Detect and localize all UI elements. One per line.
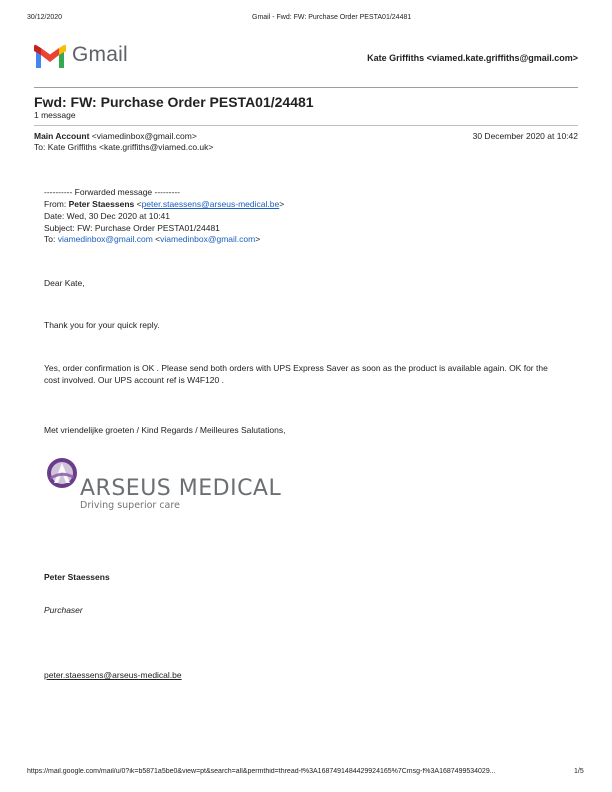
forward-separator: ---------- Forwarded message ---------: [44, 187, 180, 197]
account-user: Kate Griffiths <viamed.kate.griffiths@gmail.com>: [367, 53, 578, 63]
sender: [34, 131, 197, 141]
signature-name: Peter Staessens: [44, 572, 110, 582]
arseus-logo-tagline: Driving superior care: [80, 500, 180, 511]
page-number: 1/5: [574, 768, 584, 775]
signature-email-link[interactable]: peter.staessens@arseus-medical.be: [44, 670, 182, 680]
print-title: Gmail - Fwd: FW: Purchase Order PESTA01/24481: [252, 14, 412, 21]
footer-url: https://mail.google.com/mail/u/0?ik=b5871a5be0&view=pt&search=all&permthid=thread-f%3A1687491484429924165%7Cmsg-f%3A1687499534029...: [27, 768, 496, 775]
forward-from: From: Peter Staessens <peter.staessens@arseus-medical.be>: [44, 199, 285, 209]
email-date: 30 December 2020 at 10:42: [472, 131, 578, 141]
sender-email: <viamedinbox@gmail.com>: [91, 131, 197, 141]
arseus-logo-icon: [46, 457, 78, 489]
gmail-logo-icon[interactable]: [34, 44, 66, 68]
forward-subject: Subject: FW: Purchase Order PESTA01/24481: [44, 223, 220, 233]
regards: Met vriendelijke groeten / Kind Regards / Meilleures Salutations,: [44, 425, 286, 435]
forward-to-label: To:: [44, 234, 58, 244]
gmail-brand-text: Gmail: [72, 43, 128, 66]
forward-to-email-link[interactable]: viamedinbox@gmail.com: [57, 234, 153, 244]
print-date: 30/12/2020: [27, 14, 63, 21]
message-count: 1 message: [34, 110, 76, 120]
forward-to-email-link-2[interactable]: viamedinbox@gmail.com: [160, 234, 256, 244]
forward-date: Date: Wed, 30 Dec 2020 at 10:41: [44, 211, 171, 221]
subject-divider: [34, 125, 578, 126]
forward-to: To: viamedinbox@gmail.com <viamedinbox@gmail.com>: [44, 234, 261, 244]
arseus-logo-name: ARSEUS MEDICAL: [80, 476, 282, 501]
body-paragraph-2: Yes, order confirmation is OK . Please send both orders with UPS Express Saver as soon as the product is available again. OK for the cost involved. Our UPS account ref is W4F120 .: [44, 363, 548, 385]
forward-from-email-link[interactable]: peter.staessens@arseus-medical.be: [141, 199, 280, 209]
email-subject: Fwd: FW: Purchase Order PESTA01/24481: [34, 94, 314, 110]
forward-from-label: From:: [44, 199, 69, 209]
forward-from-name: Peter Staessens: [68, 199, 135, 209]
sender-name: Main Account: [34, 131, 90, 141]
header-divider: [34, 87, 578, 88]
greeting: Dear Kate,: [44, 278, 85, 288]
signature-title: Purchaser: [44, 605, 83, 615]
body-paragraph-1: Thank you for your quick reply.: [44, 320, 160, 330]
email-recipient: To: Kate Griffiths <kate.griffiths@viamed.co.uk>: [34, 142, 214, 152]
